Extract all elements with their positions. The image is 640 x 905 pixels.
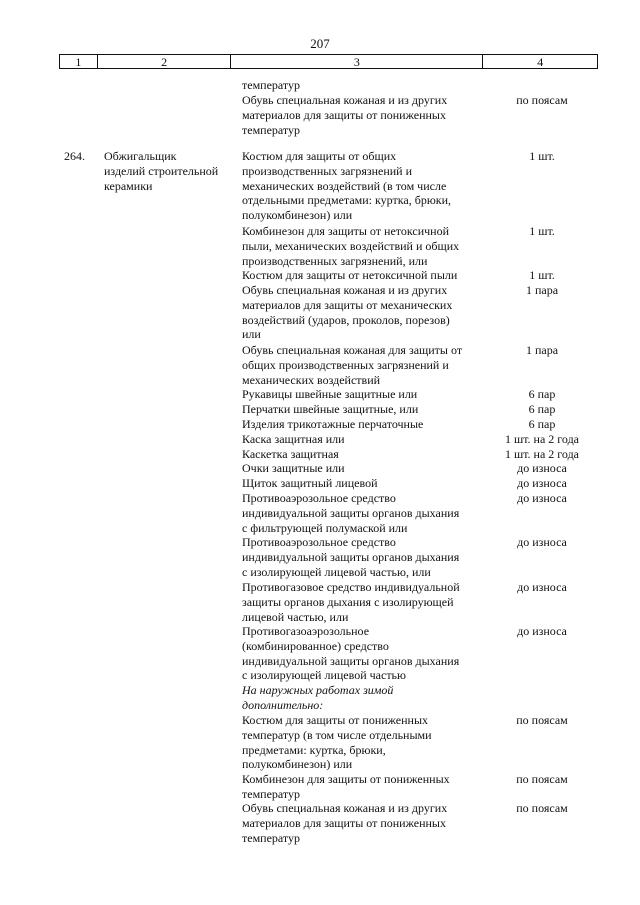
item-quantity: 1 пара (525, 283, 559, 297)
note-line: дополнительно: (242, 697, 324, 712)
item-description (242, 580, 492, 624)
item-line: Щиток защитный лицевой (242, 476, 378, 490)
item-line: Противогазовое средство индивидуальной (242, 580, 460, 594)
item-line: с фильтрующей полумаской или (242, 520, 408, 535)
item-description (242, 713, 492, 772)
entry-number: 264. (64, 149, 85, 163)
header-col-4: 4 (537, 55, 544, 69)
item-quantity: по поясам (516, 713, 568, 727)
item-line: материалов для защиты от пониженных (242, 107, 446, 122)
item-description (242, 402, 492, 417)
item-quantity: по поясам (516, 93, 568, 107)
item-line: индивидуальной защиты органов дыхания (242, 653, 460, 668)
item-line: полукомбинезон) или (242, 757, 353, 772)
item-line: пыли, механических воздействий и общих (242, 238, 460, 253)
page-number: 207 (310, 36, 330, 51)
item-line: механических воздействий (242, 372, 381, 387)
item-quantity: 1 шт. (529, 224, 555, 238)
item-line: Каска защитная или (242, 432, 345, 446)
occupation-line: керамики (104, 178, 153, 193)
item-description (242, 535, 492, 579)
item-line: Костюм для защиты от пониженных (242, 713, 429, 727)
item-quantity: по поясам (516, 772, 568, 786)
item-quantity: до износа (517, 624, 567, 638)
item-line: Противоаэрозольное средство (242, 491, 396, 505)
item-description (242, 476, 492, 491)
item-line: Обувь специальная кожаная и из других (242, 93, 448, 107)
item-description (242, 78, 492, 93)
item-description (242, 417, 492, 432)
item-line: защиты органов дыхания с изолирующей (242, 594, 454, 609)
item-description (242, 461, 492, 476)
item-quantity: до износа (517, 580, 567, 594)
item-quantity: 1 пара (525, 343, 559, 357)
item-line: с изолирующей лицевой частью (242, 668, 406, 683)
item-line: Рукавицы швейные защитные или (242, 387, 418, 401)
item-line: Очки защитные или (242, 461, 345, 475)
item-line: с изолирующей лицевой частью, или (242, 564, 431, 579)
item-quantity: до износа (517, 491, 567, 505)
item-quantity: до износа (517, 535, 567, 549)
item-description (242, 772, 492, 802)
item-line: лицевой частью, или (242, 609, 349, 624)
item-quantity: 1 шт. на 2 года (504, 447, 580, 461)
item-quantity: 6 пар (528, 387, 556, 401)
item-line: материалов для защиты от механических (242, 297, 453, 312)
item-quantity: 1 шт. (529, 149, 555, 163)
item-description (242, 447, 492, 462)
item-description (242, 224, 492, 268)
item-line: полукомбинезон) или (242, 208, 353, 223)
header-col-3: 3 (231, 55, 483, 68)
item-line: Костюм для защиты от нетоксичной пыли (242, 268, 458, 282)
item-description (242, 801, 492, 845)
item-line: воздействий (ударов, проколов, порезов) (242, 312, 450, 327)
item-description (242, 432, 492, 447)
item-line: производственных загрязнений и (242, 163, 413, 178)
item-quantity: по поясам (516, 801, 568, 815)
item-quantity: 1 шт. (529, 268, 555, 282)
item-line: производственных загрязнений, или (242, 253, 428, 268)
item-line: Костюм для защиты от общих (242, 149, 397, 163)
item-line: индивидуальной защиты органов дыхания (242, 505, 460, 520)
item-line: Обувь специальная кожаная для защиты от (242, 343, 463, 357)
item-line: Противоаэрозольное средство (242, 535, 396, 549)
item-line: температур (242, 78, 301, 92)
winter-note-text (242, 683, 492, 713)
item-line: Перчатки швейные защитные, или (242, 402, 419, 416)
item-line: Противогазоаэрозольное (242, 624, 370, 638)
table-header (59, 54, 598, 69)
item-line: Комбинезон для защиты от нетоксичной (242, 224, 450, 238)
occupation-line: изделий строительной (104, 163, 219, 178)
item-description (242, 93, 492, 137)
header-col-1: 1 (60, 55, 98, 68)
item-line: общих производственных загрязнений и (242, 357, 449, 372)
item-line: механических воздействий (в том числе (242, 178, 447, 193)
header-col-2: 2 (98, 55, 232, 68)
occupation-name (104, 149, 234, 193)
item-line: температур (242, 122, 301, 137)
item-quantity: 6 пар (528, 417, 556, 431)
item-line: или (242, 327, 261, 342)
item-quantity: до износа (517, 461, 567, 475)
occupation-line: Обжигальщик (104, 149, 177, 163)
item-line: индивидуальной защиты органов дыхания (242, 549, 460, 564)
item-quantity: 1 шт. на 2 года (504, 432, 580, 446)
item-description (242, 283, 492, 342)
item-line: температур (242, 786, 301, 801)
item-line: температур (242, 830, 301, 845)
item-description (242, 343, 492, 387)
item-line: (комбинированное) средство (242, 638, 389, 653)
item-line: температур (в том числе отдельными (242, 727, 432, 742)
item-line: Обувь специальная кожаная и из других (242, 801, 448, 815)
item-line: материалов для защиты от пониженных (242, 815, 446, 830)
item-description (242, 149, 492, 223)
item-line: предметами: куртка, брюки, (242, 742, 386, 757)
note-line: На наружных работах зимой (242, 683, 394, 697)
item-description (242, 268, 492, 283)
item-description (242, 387, 492, 402)
item-line: Каскетка защитная (242, 447, 339, 461)
item-line: отдельными предметами: куртка, брюки, (242, 193, 452, 208)
item-quantity: 6 пар (528, 402, 556, 416)
item-quantity: до износа (517, 476, 567, 490)
item-line: Изделия трикотажные перчаточные (242, 417, 424, 431)
item-description (242, 491, 492, 535)
item-line: Обувь специальная кожаная и из других (242, 283, 448, 297)
item-description (242, 624, 492, 683)
item-line: Комбинезон для защиты от пониженных (242, 772, 450, 786)
